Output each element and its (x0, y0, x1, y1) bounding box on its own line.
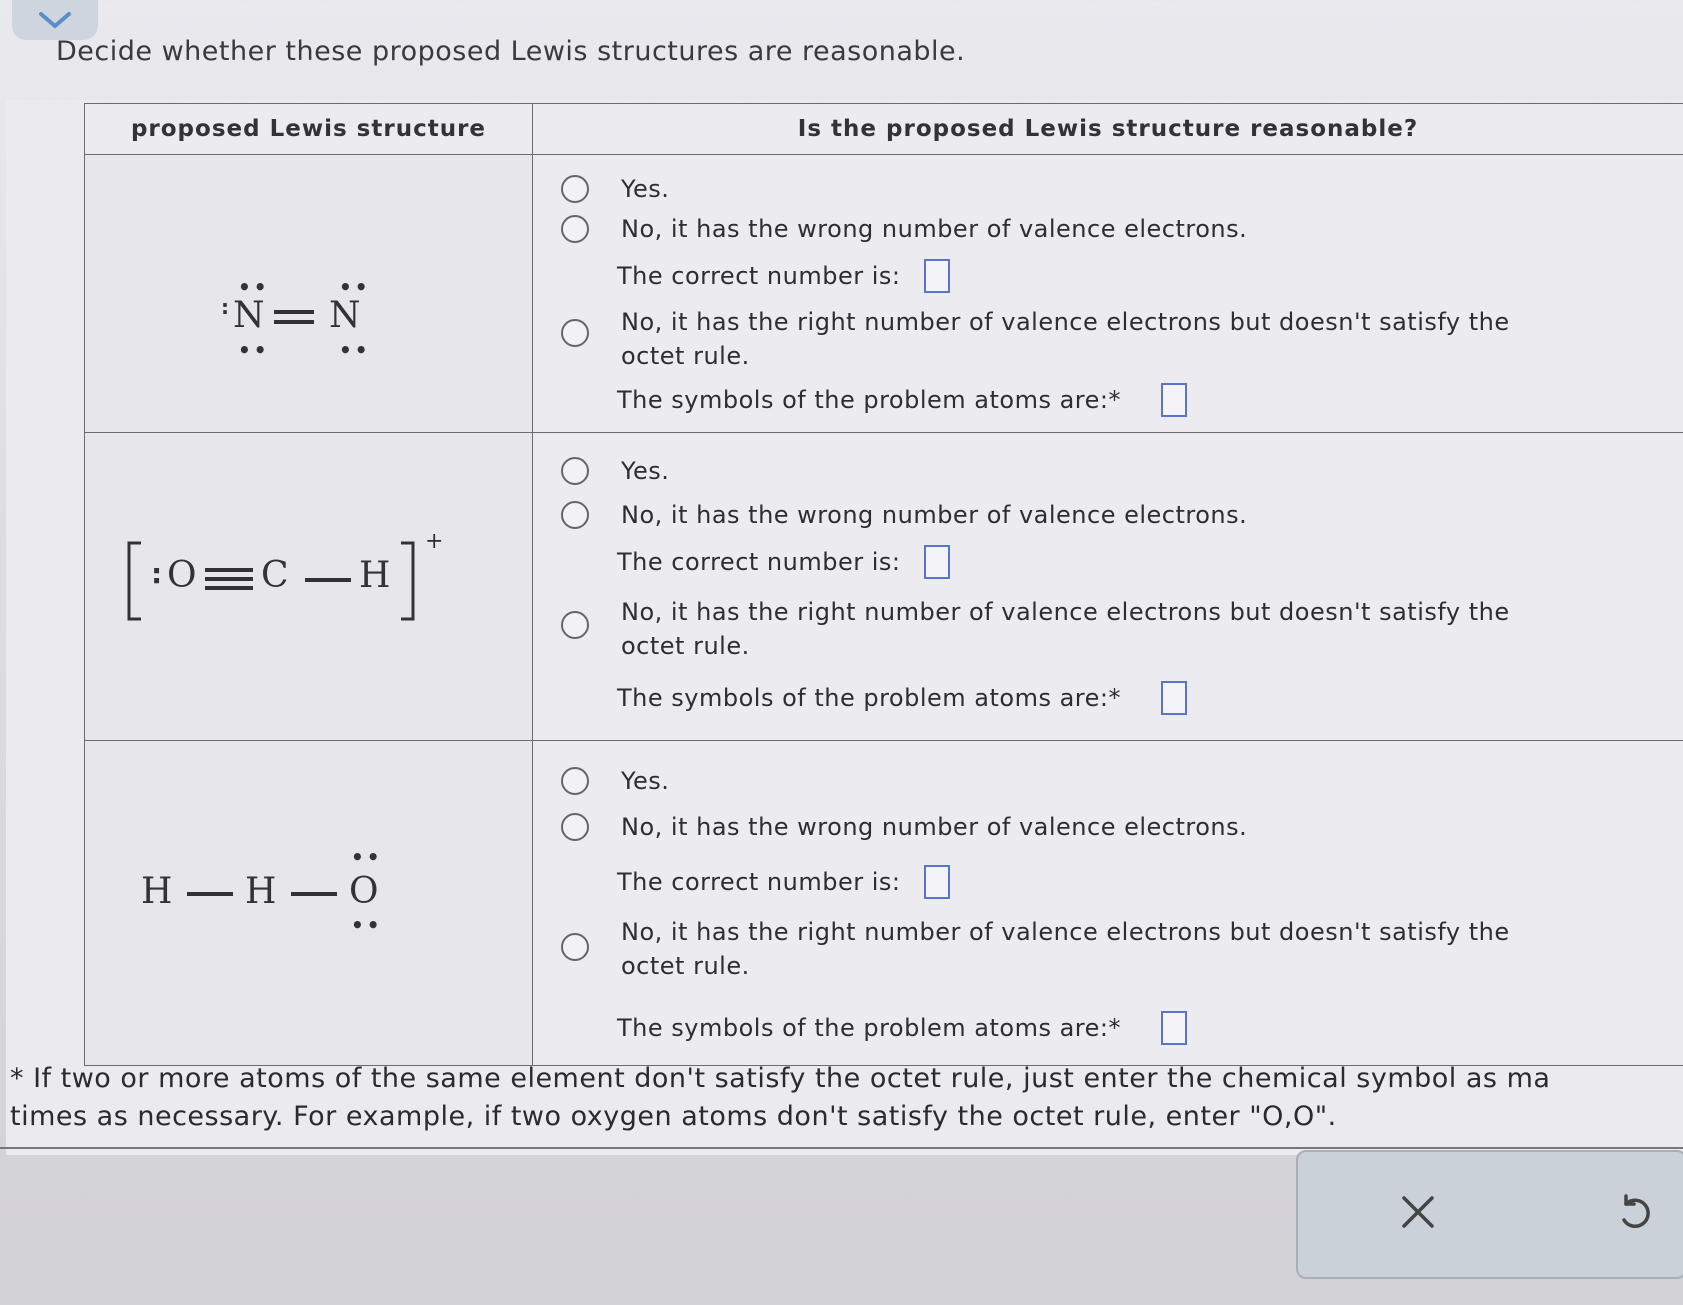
correct-number-row: The correct number is: (617, 865, 950, 899)
option-wrong-valence[interactable]: No, it has the wrong number of valence electrons. (561, 501, 1247, 529)
single-bond (303, 577, 353, 583)
radio-button[interactable] (561, 319, 589, 347)
single-bond (289, 891, 339, 897)
single-bond (185, 891, 235, 897)
problem-atoms-row: The symbols of the problem atoms are:* (617, 1011, 1187, 1045)
atom-symbol: N (329, 295, 361, 336)
table-row (85, 433, 1683, 741)
radio-button[interactable] (561, 457, 589, 485)
radio-button[interactable] (561, 501, 589, 529)
atom-symbol: H (245, 871, 277, 912)
problem-atoms-input[interactable] (1161, 1011, 1187, 1045)
radio-button[interactable] (561, 611, 589, 639)
atom-symbol: O (167, 555, 197, 596)
lewis-structure-n2: •• •• N N : •• •• (85, 155, 533, 433)
clear-button[interactable] (1400, 1194, 1436, 1234)
radio-button[interactable] (561, 933, 589, 961)
atom-symbol: H (359, 555, 391, 596)
radio-button[interactable] (561, 813, 589, 841)
correct-number-input[interactable] (924, 259, 950, 293)
correct-number-input[interactable] (924, 545, 950, 579)
action-panel (1296, 1150, 1683, 1279)
radio-button[interactable] (561, 175, 589, 203)
problem-atoms-input[interactable] (1161, 681, 1187, 715)
left-bracket (125, 541, 145, 621)
question-instruction: Decide whether these proposed Lewis structures are reasonable. (56, 36, 966, 67)
radio-button[interactable] (561, 215, 589, 243)
problem-atoms-input[interactable] (1161, 383, 1187, 417)
undo-button[interactable] (1616, 1192, 1654, 1236)
correct-number-row: The correct number is: (617, 259, 950, 293)
chevron-down-icon (35, 9, 75, 31)
option-octet[interactable]: No, it has the right number of valence electrons but doesn't satisfy the octet rule. (561, 305, 1510, 373)
option-yes[interactable]: Yes. (561, 457, 669, 485)
atom-symbol: N (233, 295, 265, 336)
column-header-structure: proposed Lewis structure (85, 104, 533, 155)
lewis-table (84, 103, 1683, 1066)
option-wrong-valence[interactable]: No, it has the wrong number of valence electrons. (561, 215, 1247, 243)
table-row (85, 155, 1683, 433)
correct-number-row: The correct number is: (617, 545, 950, 579)
right-bracket (397, 541, 417, 621)
problem-atoms-row: The symbols of the problem atoms are:* (617, 681, 1187, 715)
divider (0, 1147, 1683, 1149)
option-yes[interactable]: Yes. (561, 175, 669, 203)
column-header-reasonable: Is the proposed Lewis structure reasonable? (533, 104, 1683, 155)
option-wrong-valence[interactable]: No, it has the wrong number of valence electrons. (561, 813, 1247, 841)
table-row (85, 741, 1683, 1066)
atom-symbol: C (261, 555, 289, 596)
correct-number-input[interactable] (924, 865, 950, 899)
radio-button[interactable] (561, 767, 589, 795)
octet-footnote: * If two or more atoms of the same element don't satisfy the octet rule, just enter the chemical symbol as ma times as necessary. For example, if two oxygen atoms don't satisfy the octet rule, enter "O,O". (10, 1063, 1551, 1132)
lewis-structure-hho: H H •• O •• (85, 741, 533, 1066)
problem-atoms-row: The symbols of the problem atoms are:* (617, 383, 1187, 417)
charge-label: + (425, 529, 444, 554)
lewis-structure-hco: : O C H + (85, 433, 533, 741)
triple-bond (203, 567, 255, 591)
close-icon (1400, 1194, 1436, 1230)
atom-symbol: O (349, 871, 379, 912)
atom-symbol: H (141, 871, 173, 912)
collapse-toggle[interactable] (12, 0, 98, 40)
option-octet[interactable]: No, it has the right number of valence electrons but doesn't satisfy the octet rule. (561, 915, 1510, 983)
option-octet[interactable]: No, it has the right number of valence electrons but doesn't satisfy the octet rule. (561, 595, 1510, 663)
undo-icon (1616, 1192, 1654, 1232)
option-yes[interactable]: Yes. (561, 767, 669, 795)
double-bond (272, 308, 316, 326)
